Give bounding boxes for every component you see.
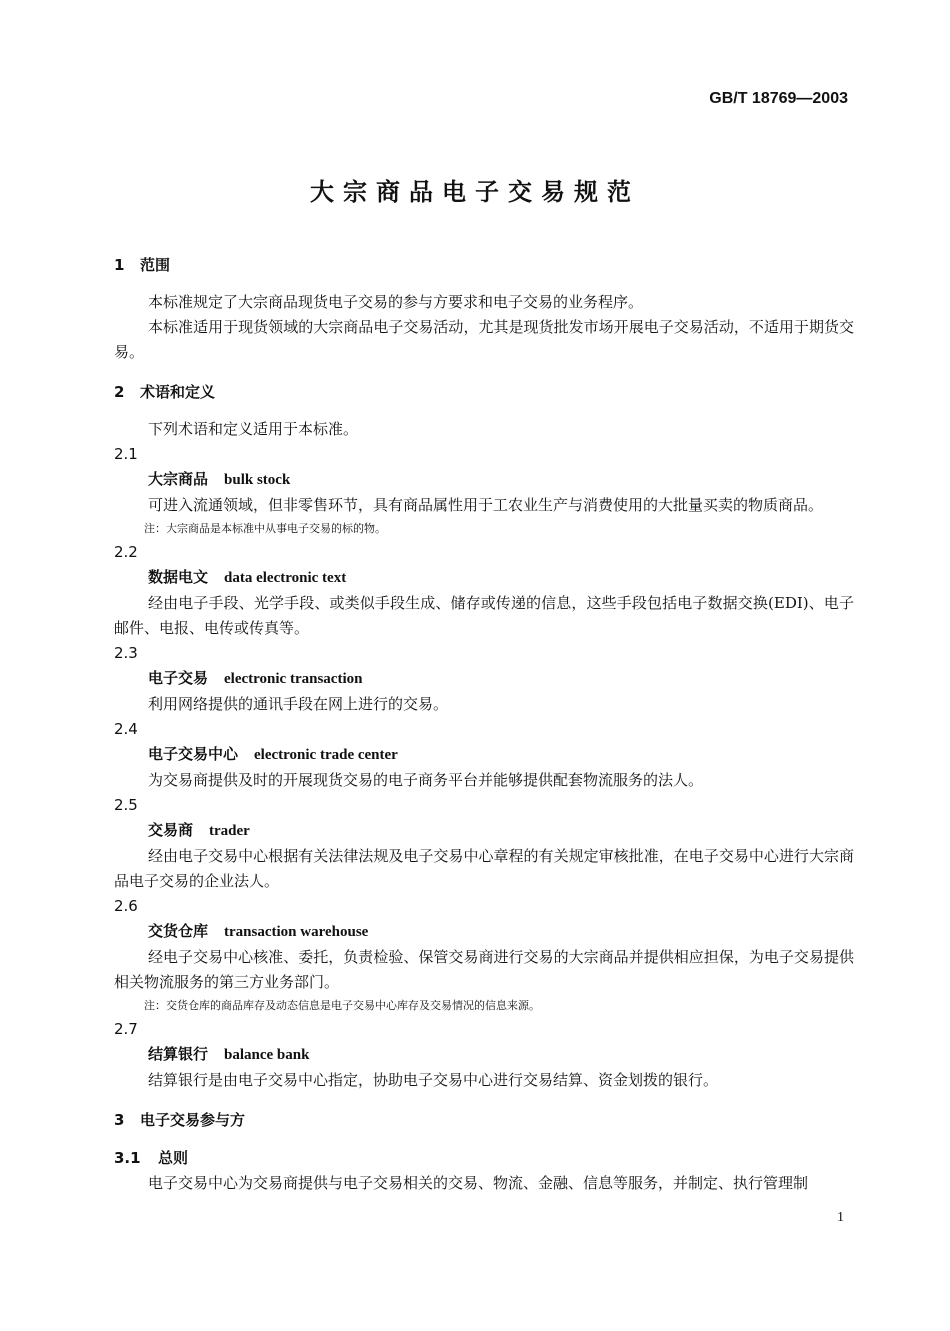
paragraph: 本标准适用于现货领域的大宗商品电子交易活动，尤其是现货批发市场开展电子交易活动，不适用于期货交易。 (114, 318, 854, 361)
term-english: electronic transaction (224, 671, 363, 687)
term-definition: 结算银行是由电子交易中心指定，协助电子交易中心进行交易结算、资金划拨的银行。 (148, 1071, 719, 1089)
term-number: 2.7 (114, 1020, 138, 1038)
paragraph: 本标准规定了大宗商品现货电子交易的参与方要求和电子交易的业务程序。 (148, 293, 644, 311)
term-english: trader (209, 823, 250, 839)
term-number: 2.4 (114, 720, 138, 738)
term-chinese: 交货仓库 (148, 922, 209, 940)
paragraph: 下列术语和定义适用于本标准。 (148, 420, 359, 438)
term-number: 2.2 (114, 543, 138, 561)
term-entry (114, 818, 854, 844)
page-number: 1 (837, 1210, 844, 1225)
term-definition: 经由电子交易中心根据有关法律法规及电子交易中心章程的有关规定审核批准，在电子交易中心进行大宗商品电子交易的企业法人。 (114, 847, 854, 890)
term-definition: 可进入流通领域，但非零售环节，具有商品属性用于工农业生产与消费使用的大批量买卖的物质商品。 (148, 496, 824, 514)
term-english: balance bank (224, 1047, 310, 1063)
section-heading-participants: 3 电子交易参与方 (114, 1111, 246, 1129)
term-note: 注：大宗商品是本标准中从事电子交易的标的物。 (144, 522, 386, 535)
term-entry (114, 467, 854, 493)
term-english: data electronic text (224, 570, 347, 586)
term-entry (114, 919, 854, 945)
term-definition: 利用网络提供的通讯手段在网上进行的交易。 (148, 695, 449, 713)
term-chinese: 大宗商品 (148, 470, 209, 488)
term-chinese: 电子交易 (148, 669, 209, 687)
section-heading-scope: 1 范围 (114, 256, 171, 274)
term-english: transaction warehouse (224, 924, 369, 940)
term-number: 2.1 (114, 445, 138, 463)
term-entry (114, 742, 854, 768)
subsection-heading-general: 3.1 总则 (114, 1149, 189, 1167)
standard-code: GB/T 18769—2003 (709, 90, 848, 107)
term-note: 注：交货仓库的商品库存及动态信息是电子交易中心库存及交易情况的信息来源。 (144, 999, 540, 1012)
section-heading-terms: 2 术语和定义 (114, 383, 216, 401)
document-body (114, 252, 854, 1196)
term-chinese: 电子交易中心 (148, 745, 239, 763)
term-number: 2.5 (114, 796, 138, 814)
term-definition: 为交易商提供及时的开展现货交易的电子商务平台并能够提供配套物流服务的法人。 (148, 771, 704, 789)
term-number: 2.3 (114, 644, 138, 662)
term-chinese: 交易商 (148, 821, 194, 839)
term-english: bulk stock (224, 472, 291, 488)
term-definition: 经由电子手段、光学手段、或类似手段生成、储存或传递的信息，这些手段包括电子数据交换(EDI)、电子邮件、电报、电传或传真等。 (114, 594, 854, 637)
term-english: electronic trade center (254, 747, 398, 763)
term-entry (114, 565, 854, 591)
term-chinese: 数据电文 (148, 568, 209, 586)
term-chinese: 结算银行 (148, 1045, 209, 1063)
term-entry (114, 666, 854, 692)
term-entry (114, 1042, 854, 1068)
document-title: 大宗商品电子交易规范 (310, 178, 640, 206)
term-definition: 经电子交易中心核准、委托，负责检验、保管交易商进行交易的大宗商品并提供相应担保，为电子交易提供相关物流服务的第三方业务部门。 (114, 948, 854, 991)
paragraph: 电子交易中心为交易商提供与电子交易相关的交易、物流、金融、信息等服务，并制定、执行管理制 (148, 1174, 809, 1192)
term-number: 2.6 (114, 897, 138, 915)
